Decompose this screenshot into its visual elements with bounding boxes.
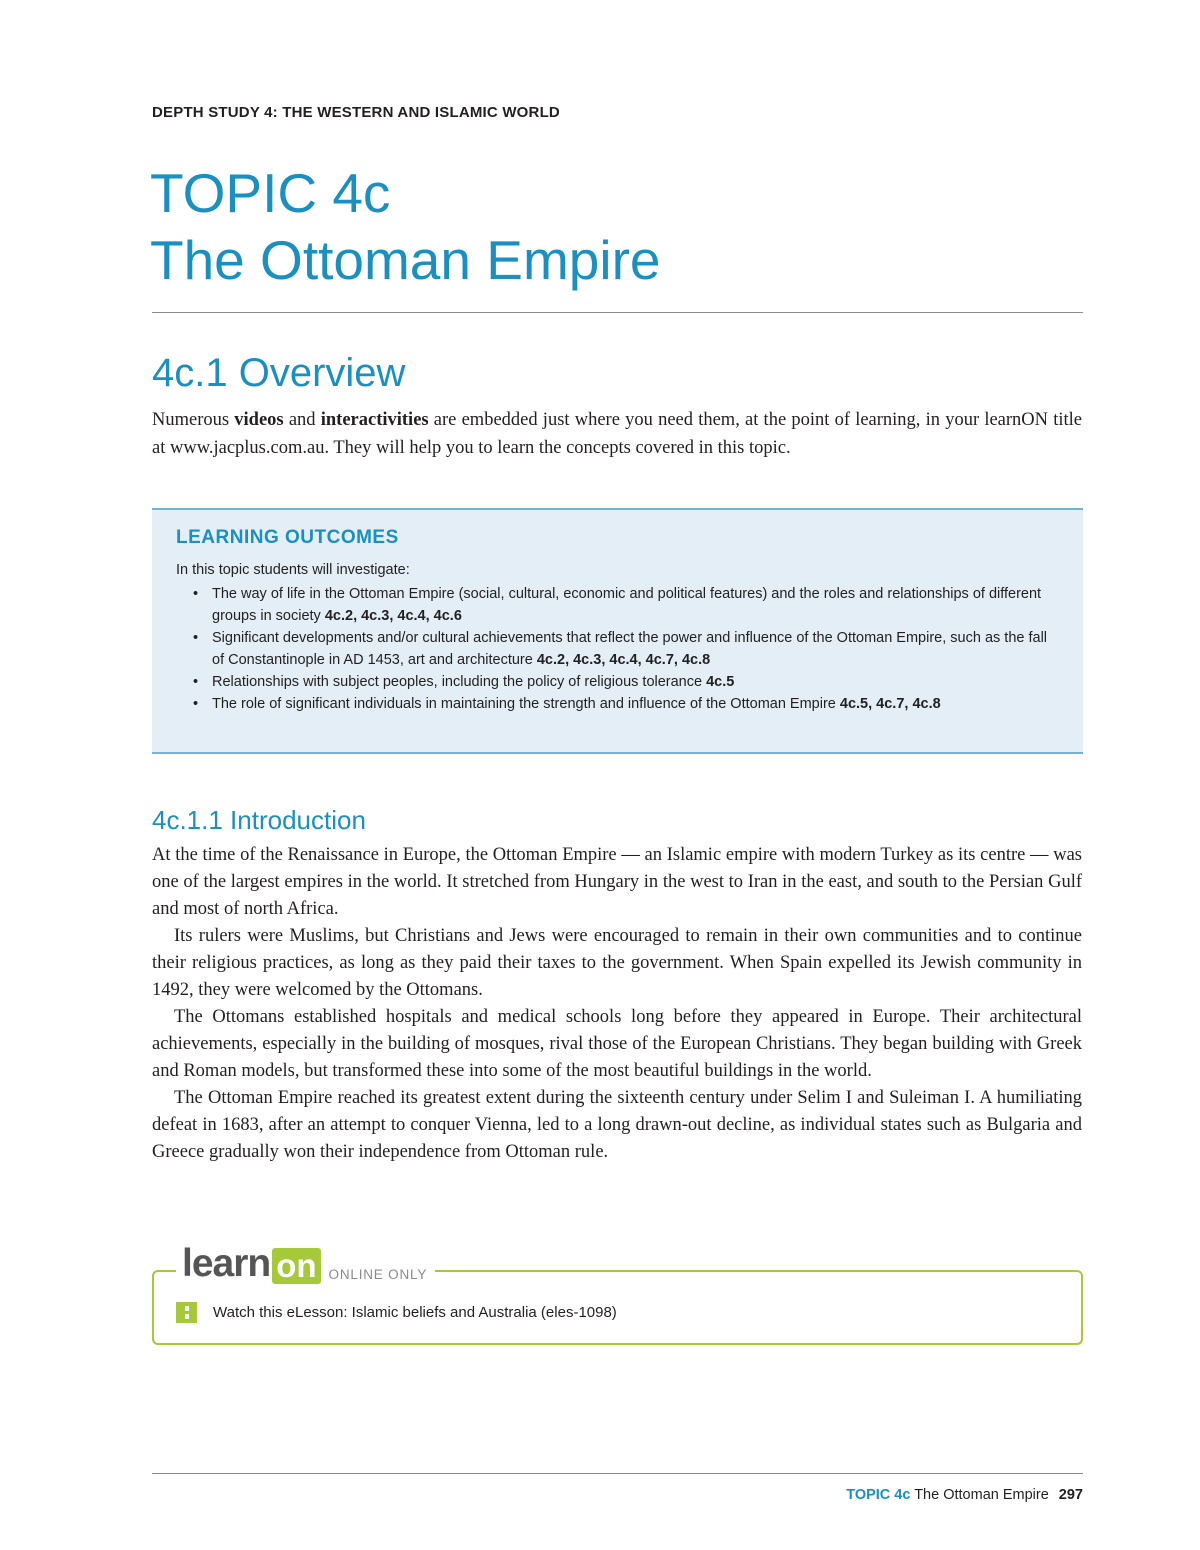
learnon-logo-on: on — [272, 1248, 320, 1284]
introduction-body — [152, 842, 1082, 1166]
outcome-item — [176, 583, 1056, 627]
online-only-label: ONLINE ONLY — [328, 1267, 428, 1282]
learning-outcomes-heading: LEARNING OUTCOMES — [176, 527, 399, 548]
overview-heading: 4c.1 Overview — [152, 351, 406, 395]
learning-outcomes-list — [176, 583, 1056, 715]
outcome-text: Significant developments and/or cultural achievements that reflect the power and influence of the Ottoman Empire, such as the fall of Constantinople in AD 1453, art and architecture — [212, 630, 1048, 668]
topic-number: TOPIC 4c — [150, 162, 391, 224]
page-number: 297 — [1058, 1487, 1083, 1503]
learnon-logo — [176, 1240, 435, 1284]
overview-text-2: and — [283, 410, 321, 430]
overview-bold-videos: videos — [234, 410, 284, 430]
introduction-heading: 4c.1.1 Introduction — [152, 805, 366, 835]
outcome-text: The role of significant individuals in maintaining the strength and influence of the Ottoman Empire — [212, 696, 840, 712]
outcome-refs: 4c.5, 4c.7, 4c.8 — [839, 696, 941, 712]
topic-name: The Ottoman Empire — [150, 229, 661, 291]
footer-topic-label: TOPIC 4c — [846, 1487, 911, 1503]
topic-title — [150, 160, 660, 294]
body-paragraph: The Ottoman Empire reached its greatest extent during the sixteenth century under Selim I and Suleiman I. A humiliating defeat in 1683, after an attempt to conquer Vienna, led to a long drawn-out decline, as individual states such as Bulgaria and Greece gradually won their independence from Ottoman rule. — [152, 1088, 1082, 1162]
learnon-logo-learn: learn — [182, 1242, 271, 1285]
learning-outcomes-lead: In this topic students will investigate: — [176, 562, 410, 578]
outcome-item — [176, 693, 1056, 715]
body-paragraph: At the time of the Renaissance in Europe, the Ottoman Empire — an Islamic empire with modern Turkey as its centre — was one of the largest empires in the world. It stretched from Hungary in the west to Iran in the east, and south to the Persian Gulf and most of north Africa. — [152, 845, 1082, 919]
footer-topic-title: The Ottoman Empire — [910, 1487, 1049, 1503]
footer-divider — [152, 1473, 1083, 1474]
overview-text-3: are embedded just where you need them, at the point of learning, in your learnON title at www.jacplus.com.au. They will help you to learn the concepts covered in this topic. — [152, 410, 1082, 458]
outcome-item — [176, 671, 1056, 693]
outcome-item — [176, 627, 1056, 671]
page-footer — [846, 1487, 1083, 1503]
outcome-refs: 4c.2, 4c.3, 4c.4, 4c.6 — [324, 608, 462, 624]
title-divider — [152, 312, 1083, 313]
outcome-text: Relationships with subject peoples, including the policy of religious tolerance — [212, 674, 707, 690]
overview-paragraph — [152, 406, 1082, 462]
elesson-icon[interactable] — [176, 1302, 197, 1323]
body-paragraph: Its rulers were Muslims, but Christians and Jews were encouraged to remain in their own communities and to continue their religious practices, as long as they paid their taxes to the government. When Spain expelled its Jewish community in 1492, they were welcomed by the Ottomans. — [152, 926, 1082, 1000]
outcome-refs: 4c.5 — [706, 674, 735, 690]
elesson-link[interactable]: Watch this eLesson: Islamic beliefs and Australia (eles-1098) — [213, 1304, 617, 1321]
outcome-refs: 4c.2, 4c.3, 4c.4, 4c.7, 4c.8 — [536, 652, 711, 668]
outcome-text: The way of life in the Ottoman Empire (social, cultural, economic and political features) and the roles and relationships of different groups in society — [212, 586, 1042, 624]
body-paragraph: The Ottomans established hospitals and medical schools long before they appeared in Europe. Their architectural achievements, especially in the building of mosques, rival those of the European Christians. They began building with Greek and Roman models, but transformed these into some of the most beautiful buildings in the world. — [152, 1007, 1082, 1081]
depth-study-label: DEPTH STUDY 4: THE WESTERN AND ISLAMIC WORLD — [152, 104, 560, 121]
overview-bold-interactivities: interactivities — [320, 410, 429, 430]
overview-text-1: Numerous — [152, 410, 235, 430]
learning-outcomes-box — [152, 508, 1083, 754]
